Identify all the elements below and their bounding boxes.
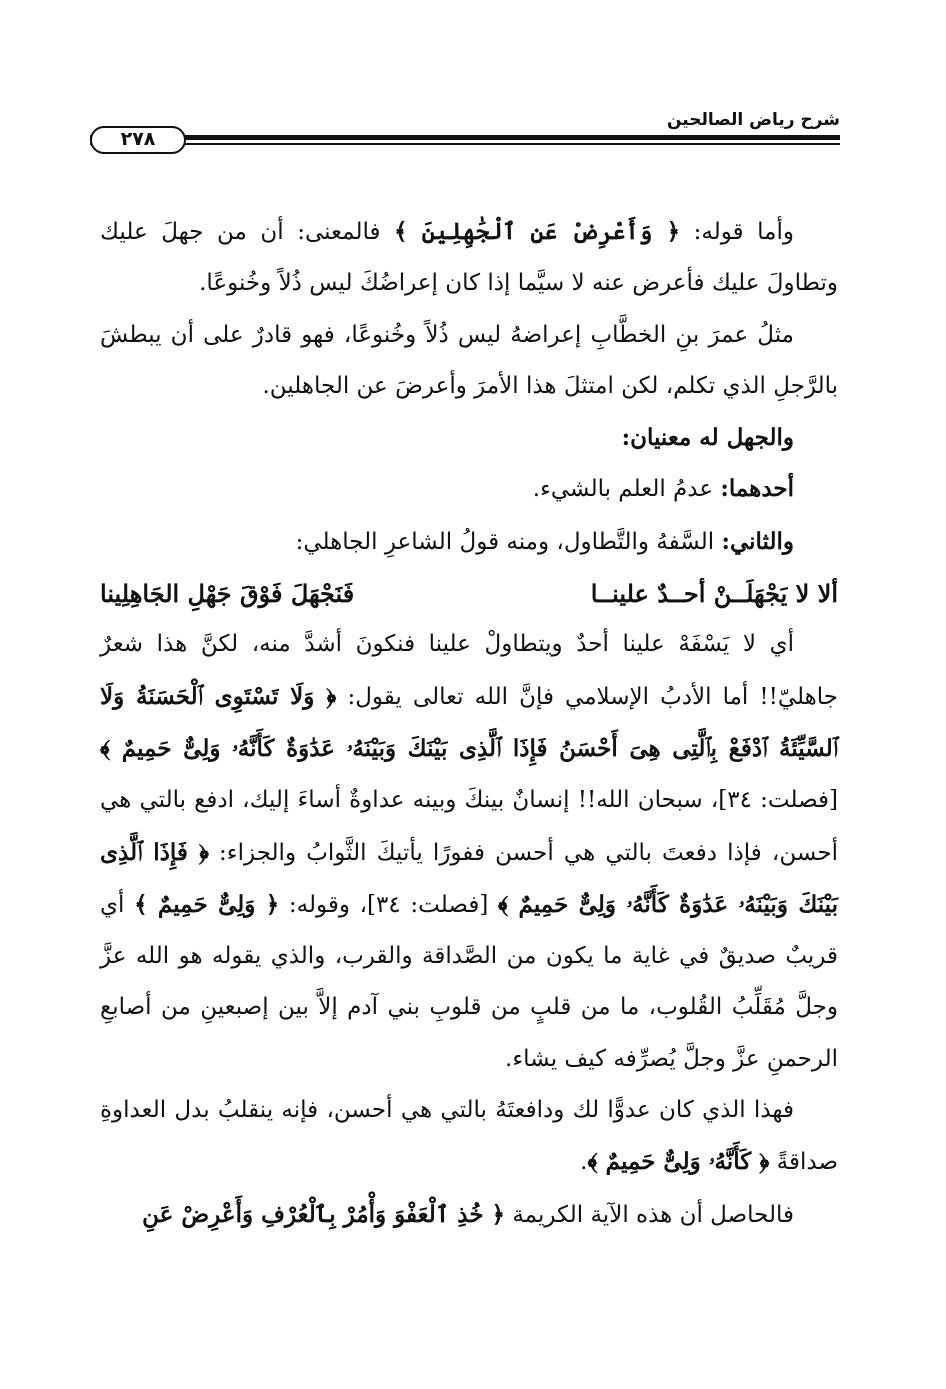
book-title: شرح رياض الصالحين: [666, 110, 840, 130]
meaning-first: [100, 463, 838, 515]
verse-first-hemistich: ألا لا يَجْهَلَــنْ أحــدٌ علينــا: [590, 579, 838, 609]
meaning-label: والثاني:: [721, 527, 794, 555]
page-number: ٢٧٨: [90, 126, 186, 154]
text-run: .: [580, 1149, 588, 1176]
text-run: أي قريبٌ صديقٌ في غاية ما يكون من الصَّداقة والقرب، والذي يقوله هو الله عزَّ وجلَّ مُقَلِّبُ القُلوب، ما من قلبٍ من قلوبِ بني آدم إلاَّ بين إصبعينِ من أصابعِ الرحمنِ عزَّ وجلَّ يُصرِّفه كيف يشاء.: [100, 891, 838, 1072]
text-run: [فصلت: ٣٤]، سبحان الله!! إنسانٌ بينكَ وبينه عداوةٌ أساءَ إليك، ادفع بالتي هي أحسن، فإذا دفعتَ بالتي هي أحسن ففورًا يأتيكَ الثَّوابُ والجزاء:: [100, 787, 838, 866]
paragraph-4: [100, 1085, 838, 1189]
paragraph-3: [100, 619, 838, 1085]
poetry-verse: [100, 568, 838, 619]
text-run: فالحاصل أن هذه الآية الكريمة: [505, 1201, 794, 1228]
text-run: فالمعنى: أن من جهلَ عليك وتطاولَ عليك فأعرض عنه لا سيَّما إذا كان إعراضُكَ ليس ذُلاً وخُنوعًا.: [100, 219, 838, 297]
header-rule-thick: [90, 135, 840, 140]
meaning-label: أحدهما:: [720, 475, 794, 503]
text-run: عدمُ العلم بالشيء.: [532, 476, 721, 503]
section-heading: والجهل له معنيان:: [621, 424, 794, 452]
page-header: [90, 108, 840, 160]
quran-quote: ﴿ فَإِذَا ٱلَّذِى بَيْنَكَ وَبَيْنَهُۥ عَدَٰوَةٌ كَأَنَّهُۥ وَلِىٌّ حَمِيمٌ ﴾: [100, 838, 838, 918]
paragraph-2: مثلُ عمرَ بنِ الخطَّابِ إعراضهُ ليس ذُلاً وخُنوعًا، فهو قادرٌ على أن يبطشَ بالرَّجلِ الذي تكلم، لكن امتثلَ هذا الأمرَ وأعرضَ عن الجاهلين.: [100, 321, 838, 399]
quran-quote: ﴿ وَأَعْرِضْ عَنِ ٱلْجَٰهِلِينَ ﴾: [394, 218, 681, 245]
quran-quote: ﴿ كَأَنَّهُۥ وَلِىٌّ حَمِيمٌ ﴾: [587, 1148, 770, 1176]
paragraph-5: [100, 1189, 838, 1241]
text-run: فهذا الذي كان عدوًّا لك ودافعتَهُ بالتي هي أحسن، فإنه ينقلبُ بدل العداوةِ صداقةً: [100, 1097, 838, 1176]
meaning-second: [100, 516, 838, 568]
text-run: [فصلت: ٣٤]، وقوله:: [279, 891, 498, 918]
header-rule-thin: [90, 143, 840, 145]
text-run: السَّفهُ والتَّطاول، ومنه قولُ الشاعرِ الجاهلي:: [295, 528, 722, 555]
text-run: وأما قوله:: [680, 219, 794, 245]
quran-quote: ﴿ خُذِ ٱلْعَفْوَ وَأْمُرْ بِٱلْعُرْفِ وَأَعْرِضْ عَنِ: [142, 1200, 506, 1228]
quran-quote: ﴿ وَلِىٌّ حَمِيمٌ ﴾: [134, 890, 280, 918]
paragraph-1: [100, 206, 838, 310]
quran-quote: ﴿ وَلَا تَسْتَوِى ٱلْحَسَنَةُ وَلَا ٱلسَّيِّئَةُ ٱدْفَعْ بِٱلَّتِى هِىَ أَحْسَنُ فَإِذَا ٱلَّذِى بَيْنَكَ وَبَيْنَهُۥ عَدَٰوَةٌ كَأَنَّهُۥ وَلِىٌّ حَمِيمٌ ﴾: [100, 682, 838, 762]
text-run: أي لا يَسْفَهْ علينا أحدٌ ويتطاولْ علينا فنكونَ أشدَّ منه، لكنَّ هذا شعرٌ جاهليّ!! أما الأدبُ الإسلامي فإنَّ الله تعالى يقول:: [100, 631, 838, 710]
verse-second-hemistich: فَنَجْهَلَ فَوْقَ جَهْلِ الجَاهِلِينا: [100, 579, 355, 609]
page-body: [100, 206, 838, 1241]
